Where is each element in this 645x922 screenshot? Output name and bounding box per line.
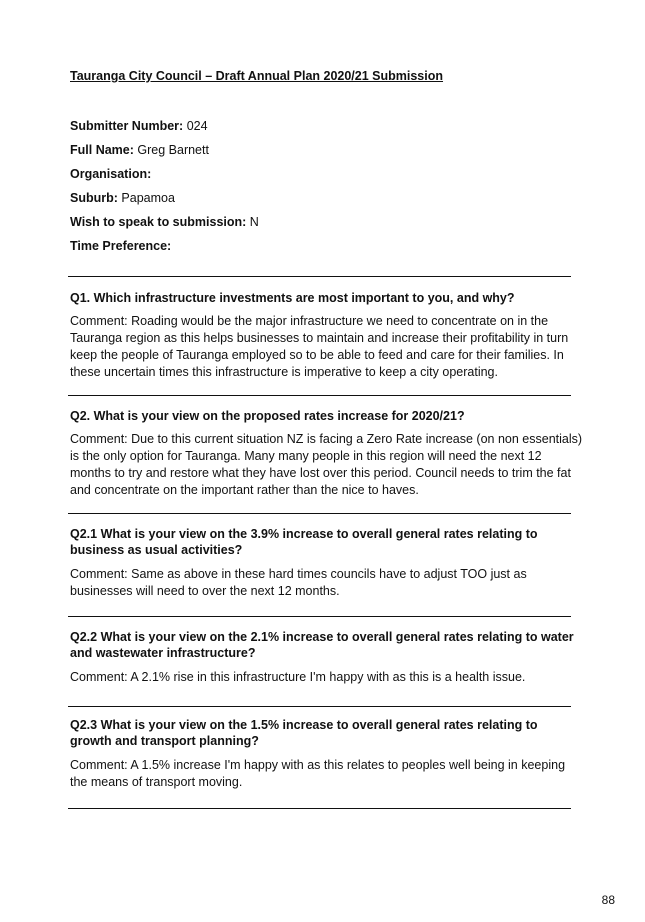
suburb-field bbox=[70, 191, 175, 205]
comment-line: Comment: Roading would be the major infrastructure we need to concentrate on in the bbox=[70, 314, 549, 328]
page-number: 88 bbox=[601, 893, 615, 907]
comment-line: businesses will need to over the next 12 months. bbox=[70, 584, 340, 598]
comment-line: the means of transport moving. bbox=[70, 775, 243, 789]
submitter-number-label: Submitter Number: bbox=[70, 119, 184, 133]
comment-line: and concentrate on the important rather than the nice to haves. bbox=[70, 483, 419, 497]
full-name-value: Greg Barnett bbox=[137, 143, 209, 157]
comment-line: is the only option for Tauranga. Many many people in this region will need the next 12 bbox=[70, 449, 542, 463]
organisation-field bbox=[70, 167, 151, 181]
organisation-label: Organisation: bbox=[70, 167, 152, 181]
section-divider bbox=[68, 616, 571, 617]
suburb-value: Papamoa bbox=[121, 191, 175, 205]
comment-line: Comment: A 1.5% increase I'm happy with as this relates to peoples well being in keeping bbox=[70, 758, 566, 772]
question-heading: Q2.1 What is your view on the 3.9% increase to overall general rates relating to business as usual activities? bbox=[70, 527, 538, 557]
question-heading: Q2.2 What is your view on the 2.1% increase to overall general rates relating to water and wastewater infrastructure? bbox=[70, 630, 574, 660]
submitter-number-value: 024 bbox=[186, 119, 208, 133]
section-divider bbox=[68, 513, 571, 514]
speak-to-submission-label: Wish to speak to submission: bbox=[70, 215, 247, 229]
comment-line: Comment: A 2.1% rise in this infrastructure I'm happy with as this is a health issue. bbox=[70, 670, 526, 684]
section-divider bbox=[68, 706, 571, 707]
time-preference-label: Time Preference: bbox=[70, 239, 172, 253]
document-title: Tauranga City Council – Draft Annual Plan 2020/21 Submission bbox=[70, 69, 444, 83]
section-divider bbox=[68, 808, 571, 809]
question-comment bbox=[70, 431, 583, 499]
question-comment bbox=[70, 669, 580, 686]
speak-to-submission-field bbox=[70, 215, 259, 229]
full-name-label: Full Name: bbox=[70, 143, 134, 157]
question-comment bbox=[70, 757, 580, 791]
section-divider bbox=[68, 395, 571, 396]
suburb-label: Suburb: bbox=[70, 191, 118, 205]
comment-line: these uncertain times this infrastructure is imperative to keep a city operating. bbox=[70, 365, 498, 379]
question-heading: Q2. What is your view on the proposed rates increase for 2020/21? bbox=[70, 409, 465, 423]
comment-line: Tauranga region as this helps businesses to maintain and increase their profitability in turn bbox=[70, 331, 569, 345]
speak-to-submission-value: N bbox=[249, 215, 259, 229]
question-comment bbox=[70, 313, 580, 381]
time-preference-field bbox=[70, 239, 171, 253]
comment-line: Comment: Same as above in these hard times councils have to adjust TOO just as bbox=[70, 567, 527, 581]
comment-line: keep the people of Tauranga employed so to be able to feed and care for their families. In bbox=[70, 348, 564, 362]
comment-line: months to try and restore what they have lost over this period. Council needs to trim the fat bbox=[70, 466, 571, 480]
full-name-field bbox=[70, 143, 209, 157]
question-heading: Q2.3 What is your view on the 1.5% increase to overall general rates relating to growth and transport planning? bbox=[70, 718, 538, 748]
section-divider bbox=[68, 276, 571, 277]
submitter-number-field bbox=[70, 119, 208, 133]
comment-line: Comment: Due to this current situation NZ is facing a Zero Rate increase (on non essentials) bbox=[70, 432, 583, 446]
question-comment bbox=[70, 566, 580, 600]
question-heading: Q1. Which infrastructure investments are most important to you, and why? bbox=[70, 291, 515, 305]
